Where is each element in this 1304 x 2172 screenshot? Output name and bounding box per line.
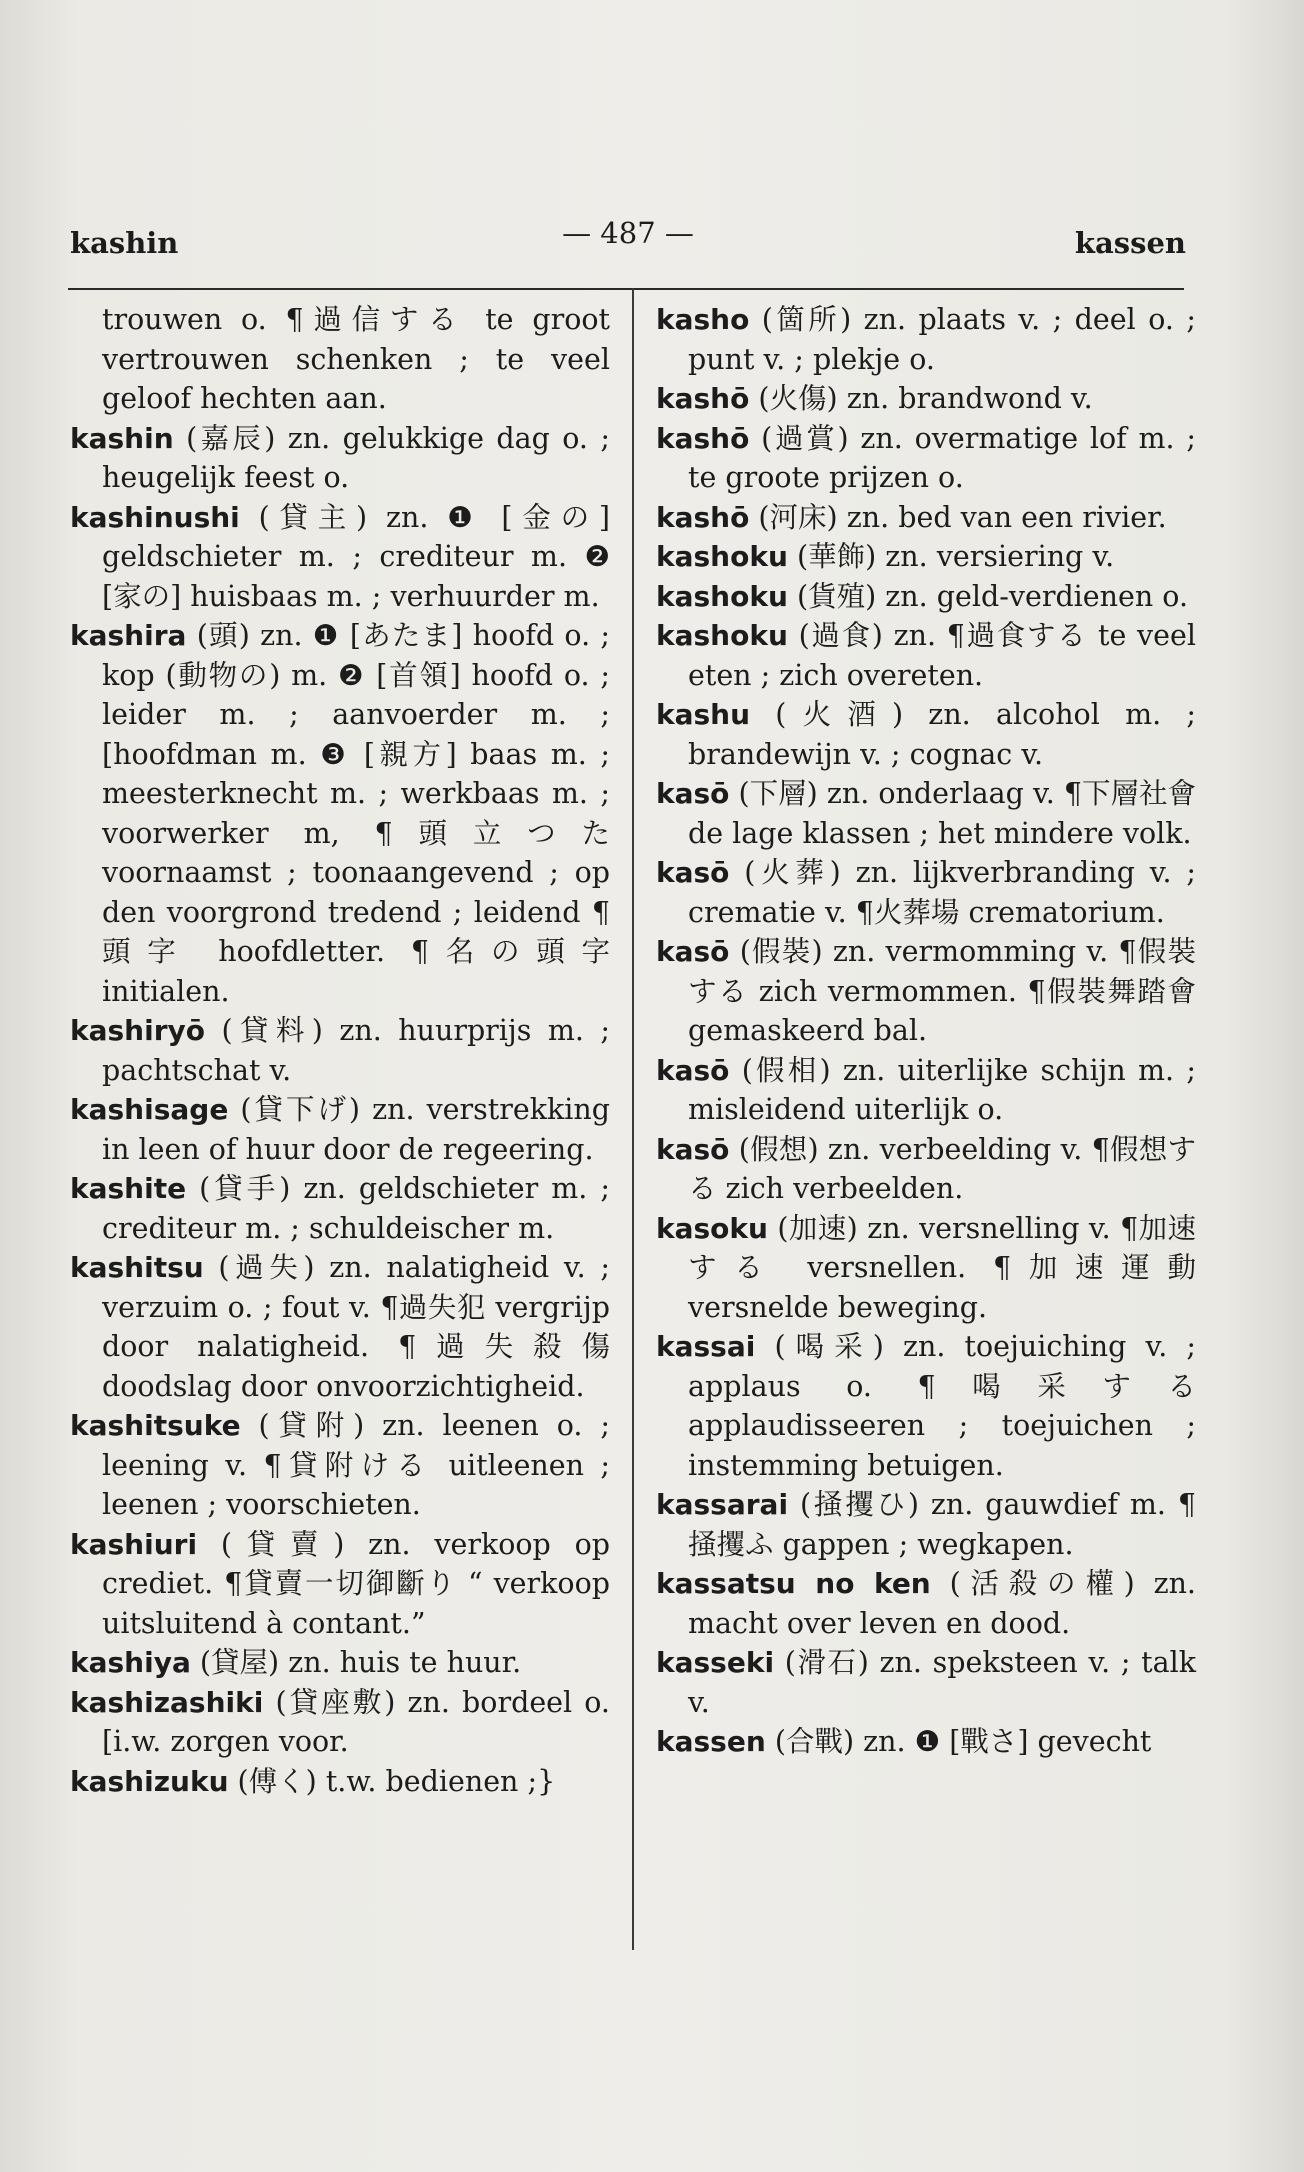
entry-definition: (火傷) zn. brandwond v. (749, 382, 1093, 415)
column-divider (632, 288, 634, 1950)
entry-definition: (河床) zn. bed van een rivier. (749, 500, 1167, 534)
headword: kashoku (656, 619, 788, 652)
dictionary-entry (70, 1406, 610, 1525)
entry-definition: (喝采) zn. toejuiching v. ; applaus o. ¶喝采する applaudisseeren ; toejuichen ; instemming betuigen. (688, 1330, 1196, 1482)
dictionary-entry (656, 379, 1196, 419)
headword: kashiryō (70, 1014, 206, 1047)
page-number: — 487 — (562, 216, 694, 250)
headword: kashin (70, 421, 174, 455)
dictionary-entry (656, 1485, 1196, 1564)
dictionary-entry (656, 1130, 1196, 1209)
entry-definition: (加速) zn. versnelling v. ¶加速する versnellen. ¶加速運動 versnelde beweging. (688, 1211, 1196, 1324)
entry-definition: (華飾) zn. versiering v. (787, 540, 1115, 573)
headword: kashizuku (70, 1764, 229, 1798)
page-header (70, 212, 1186, 262)
dictionary-entry (656, 932, 1196, 1051)
right-column (656, 300, 1196, 1762)
headword: kassatsu no ken (656, 1567, 931, 1600)
dictionary-entry (70, 1090, 610, 1169)
headword: kashiuri (70, 1527, 198, 1561)
headword: kashira (70, 619, 187, 652)
headword: kasō (656, 777, 730, 810)
headword: kashō (656, 500, 750, 534)
dictionary-entry (70, 1762, 610, 1802)
dictionary-entry (70, 616, 610, 1011)
dictionary-entry (70, 1525, 610, 1644)
headword: kashoku (656, 540, 788, 573)
entry-definition: trouwen o. ¶過信する te groot vertrouwen schenken ; te veel geloof hechten aan. (102, 303, 610, 415)
dictionary-entry (70, 1248, 610, 1406)
dictionary-entry (656, 1327, 1196, 1485)
entry-definition: (貸料) zn. huurprijs m. ; pachtschat v. (102, 1014, 610, 1087)
dictionary-entry (70, 300, 610, 419)
entry-definition: (貸屋) zn. huis te huur. (190, 1646, 522, 1679)
entry-definition: (貸座敷) zn. bordeel o. [i.w. zorgen voor. (102, 1685, 610, 1758)
entry-definition: (火葬) zn. lijkverbranding v. ; crematie v. ¶火葬場 crematorium. (688, 856, 1196, 929)
headword: kashoku (656, 579, 788, 613)
entry-definition: (火酒) zn. alcohol m. ; brandewijn v. ; cognac v. (688, 698, 1196, 771)
headword: kashitsuke (70, 1409, 241, 1442)
headword: kashinushi (70, 500, 240, 534)
headword: kasō (656, 1132, 730, 1166)
headword: kashō (656, 421, 750, 455)
entry-definition: (頭) zn. ❶ [あたま] hoofd o. ; kop (動物の) m. ❷ [首領] hoofd o. ; leider m. ; aanvoerder m. ; [hoofdman m. ❸ [親方] baas m. ; meesterknecht m. ; werkbaas m. ; voorwerker m, ¶頭立つた voornaamst ; toonaangevend ; op den voorgrond tredend ; leidend ¶頭字 hoofdletter. ¶名の頭字 initialen. (102, 619, 610, 1008)
headword: kashizashiki (70, 1685, 264, 1719)
headword: kasō (656, 935, 730, 968)
dictionary-entry (70, 1011, 610, 1090)
headword: kasō (656, 856, 730, 889)
headword: kasō (656, 1053, 730, 1087)
dictionary-entry (70, 1683, 610, 1762)
dictionary-entry (656, 577, 1196, 617)
headword: kassarai (656, 1488, 789, 1521)
entry-definition: (箇所) zn. plaats v. ; deel o. ; punt v. ; plekje o. (688, 303, 1196, 376)
dictionary-entry (70, 1169, 610, 1248)
entry-definition: (假裝) zn. vermomming v. ¶假裝する zich vermommen. ¶假裝舞踏會 gemaskeerd bal. (688, 935, 1196, 1047)
dictionary-entry (656, 300, 1196, 379)
dictionary-entry (656, 774, 1196, 853)
dictionary-entry (656, 1209, 1196, 1328)
headword: kasoku (656, 1211, 768, 1245)
dictionary-entry (656, 537, 1196, 577)
headword: kashitsu (70, 1251, 204, 1284)
left-column (70, 300, 610, 1801)
headword: kassai (656, 1330, 756, 1363)
dictionary-entry (656, 1051, 1196, 1130)
headword: kashu (656, 698, 751, 731)
entry-definition: (活殺の權) zn. macht over leven en dood. (688, 1567, 1196, 1640)
entry-definition: (下層) zn. onderlaag v. ¶下層社會 de lage klassen ; het mindere volk. (688, 777, 1196, 850)
headword: kashite (70, 1172, 187, 1205)
dictionary-entry (70, 1643, 610, 1683)
dictionary-entry (70, 498, 610, 617)
dictionary-entry (656, 695, 1196, 774)
headword: kashisage (70, 1093, 229, 1126)
entry-definition: (掻攫ひ) zn. gauwdief m. ¶掻攫ふ gappen ; wegkapen. (688, 1488, 1196, 1561)
entry-definition: (傅く) t.w. bedienen ;} (228, 1764, 556, 1798)
entry-definition: (過賞) zn. overmatige lof m. ; te groote prijzen o. (688, 421, 1196, 494)
dictionary-entry (656, 498, 1196, 538)
entry-definition: (嘉辰) zn. gelukkige dag o. ; heugelijk feest o. (102, 421, 610, 494)
headword: kassen (656, 1725, 766, 1758)
entry-definition: (貸手) zn. geldschieter m. ; crediteur m. ; schuldeischer m. (102, 1172, 610, 1245)
header-rule (68, 288, 1184, 290)
headword: kashiya (70, 1646, 191, 1679)
entry-definition: (滑石) zn. speksteen v. ; talk v. (688, 1646, 1196, 1719)
entry-definition: (假相) zn. uiterlijke schijn m. ; misleidend uiterlijk o. (688, 1053, 1196, 1126)
dictionary-entry (70, 419, 610, 498)
dictionary-entry (656, 1564, 1196, 1643)
running-head-right: kassen (1074, 226, 1186, 260)
headword: kasseki (656, 1646, 775, 1679)
entry-definition: (貸下げ) zn. verstrekking in leen of huur door de regeering. (102, 1093, 610, 1166)
entry-definition: (貸附) zn. leenen o. ; leening v. ¶貸附ける uitleenen ; leenen ; voorschieten. (102, 1409, 610, 1521)
entry-definition: (貸賣) zn. verkoop op crediet. ¶貸賣一切御斷り “ verkoop uitsluitend à contant.” (102, 1527, 610, 1640)
entry-definition: (合戰) zn. ❶ [戰さ] gevecht (765, 1725, 1152, 1758)
dictionary-entry (656, 419, 1196, 498)
entry-definition: (貸主) zn. ❶ [金の] geldschieter m. ; crediteur m. ❷ [家の] huisbaas m. ; verhuurder m. (102, 500, 610, 613)
entry-definition: (過失) zn. nalatigheid v. ; verzuim o. ; fout v. ¶過失犯 vergrijp door nalatigheid. ¶過失殺傷 doodslag door onvoorzichtigheid. (102, 1251, 610, 1403)
headword: kasho (656, 303, 750, 336)
entry-definition: (假想) zn. verbeelding v. ¶假想する zich verbeelden. (688, 1132, 1196, 1205)
entry-definition: (貨殖) zn. geld-verdienen o. (787, 579, 1189, 613)
entry-definition: (過食) zn. ¶過食する te veel eten ; zich overeten. (688, 619, 1196, 692)
dictionary-entry (656, 1722, 1196, 1762)
headword: kashō (656, 382, 750, 415)
running-head-left: kashin (70, 226, 179, 260)
dictionary-entry (656, 1643, 1196, 1722)
dictionary-entry (656, 853, 1196, 932)
dictionary-entry (656, 616, 1196, 695)
